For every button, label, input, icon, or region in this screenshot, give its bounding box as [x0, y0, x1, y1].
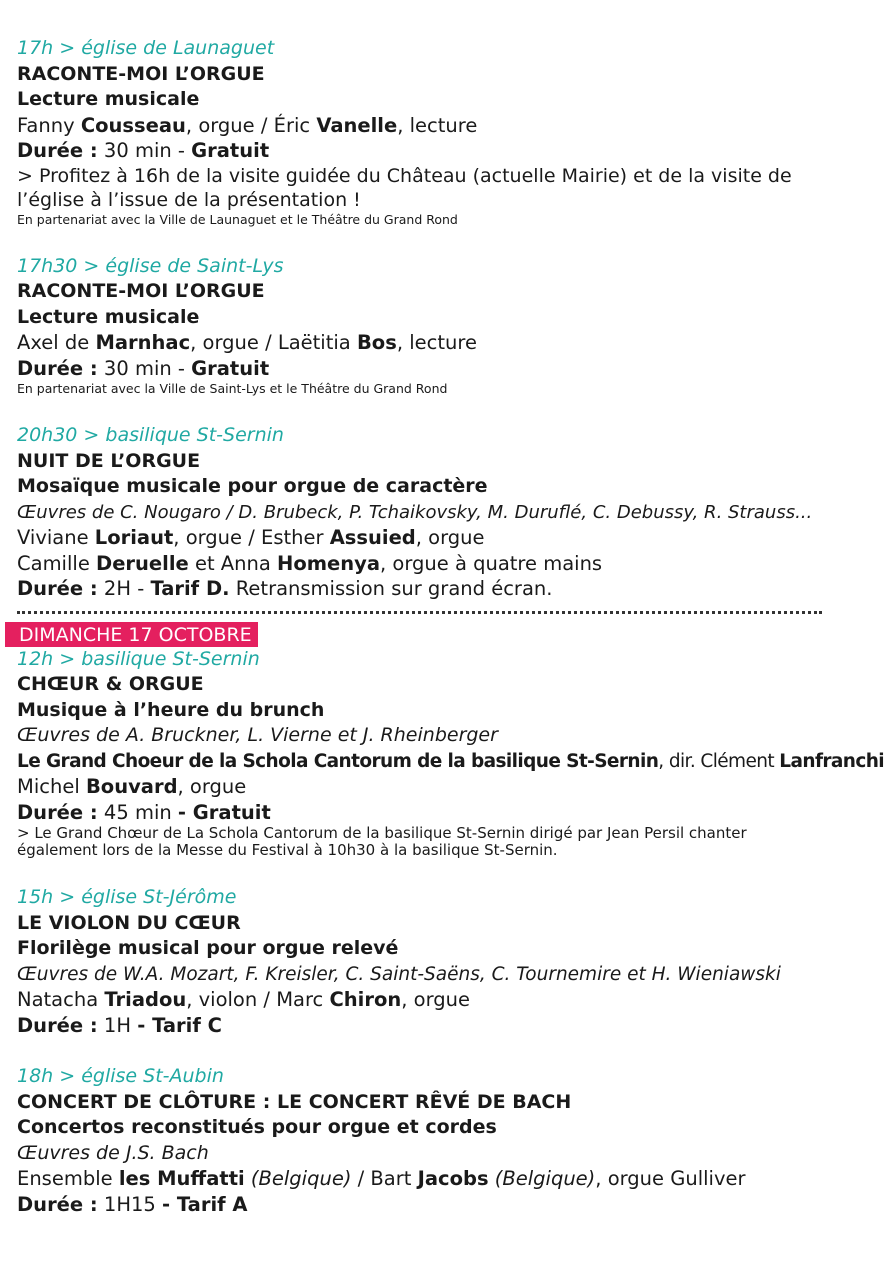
duration-value: 30 min - [97, 356, 192, 380]
session-duration [17, 1192, 847, 1218]
text-segment: Natacha [17, 988, 105, 1011]
text-segment: (Belgique) [488, 1167, 596, 1190]
performer-name: Assuied [329, 526, 416, 549]
session-performers [17, 987, 847, 1013]
performer-name: Chiron [329, 988, 402, 1011]
program-page [17, 36, 884, 1217]
text-segment: / Bart [351, 1167, 418, 1190]
duration-label: Durée : [17, 1192, 98, 1216]
performer-name: Homenya [277, 551, 381, 575]
duration-value: 45 min [97, 800, 178, 824]
session-duration [17, 138, 847, 164]
session-choeur-orgue [17, 647, 884, 860]
session-duration [17, 356, 847, 382]
performer-name: Bouvard [85, 775, 178, 798]
session-title: RACONTE-MOI L’ORGUE [17, 62, 265, 85]
session-performers [17, 330, 847, 356]
text-segment: , orgue / Laëtitia [190, 331, 357, 354]
session-saint-lys [17, 254, 847, 398]
session-works: Œuvres de A. Bruckner, L. Vierne et J. Rheinberger [17, 724, 498, 746]
session-extra: Retransmission sur grand écran. [229, 577, 553, 600]
duration-label: Durée : [17, 577, 98, 600]
session-partner: En partenariat avec la Ville de Launaguet et le Théâtre du Grand Rond [17, 211, 458, 227]
session-time: 15h > église St-Jérôme [17, 886, 237, 908]
session-nuit-orgue [17, 423, 847, 602]
duration-value: 1H [97, 1013, 138, 1037]
duration-value: 2H - [97, 577, 151, 600]
session-works: Œuvres de C. Nougaro / D. Brubeck, P. Tchaikovsky, M. Duruflé, C. Debussy, R. Strauss... [17, 501, 813, 523]
duration-label: Durée : [17, 139, 98, 162]
text-segment: , lecture [396, 331, 477, 354]
text-segment: , dir. Clément [658, 750, 780, 772]
session-time: 17h30 > église de Saint-Lys [17, 254, 284, 277]
session-duration [17, 800, 847, 826]
session-violon-coeur [17, 885, 847, 1038]
text-segment: , orgue [401, 988, 471, 1011]
performer-name: Triadou [104, 988, 187, 1011]
performer-name: Bos [356, 331, 397, 354]
price: - Tarif A [162, 1192, 248, 1216]
session-note-2: également lors de la Messe du Festival à 10h30 à la basilique St-Sernin. [17, 841, 558, 859]
performer-name: Cousseau [80, 113, 186, 137]
session-subtitle: Lecture musicale [17, 88, 200, 110]
text-segment: Camille [17, 551, 97, 575]
session-performers-2 [17, 551, 847, 577]
text-segment: , orgue à quatre mains [380, 551, 603, 575]
session-performers [17, 774, 847, 800]
price: Tarif D. [150, 577, 230, 600]
session-subtitle: Musique à l’heure du brunch [17, 698, 325, 721]
text-segment: (Belgique) [244, 1167, 352, 1190]
performer-name: Loriaut [94, 526, 174, 549]
duration-label: Durée : [17, 800, 98, 824]
spacer [17, 228, 847, 254]
session-time: 12h > basilique St-Sernin [17, 647, 260, 670]
dotted-divider [17, 611, 822, 614]
text-segment: et Anna [188, 551, 277, 575]
text-segment: Fanny [17, 113, 81, 137]
text-segment: , orgue / Éric [185, 113, 317, 137]
day-heading: DIMANCHE 17 OCTOBRE [5, 622, 258, 647]
spacer [17, 1038, 847, 1064]
session-performers [17, 113, 847, 139]
session-title: CHŒUR & ORGUE [17, 673, 204, 695]
session-title: RACONTE-MOI L’ORGUE [17, 280, 265, 302]
session-works: Œuvres de J.S. Bach [17, 1141, 209, 1164]
session-title: CONCERT DE CLÔTURE : LE CONCERT RÊVÉ DE BACH [17, 1090, 572, 1113]
session-note: > Profitez à 16h de la visite guidée du Château (actuelle Mairie) et de la visite de l’église à l’issue de la présentation ! [17, 164, 792, 211]
session-choir [17, 749, 884, 775]
performer-name: Marnhac [95, 331, 191, 354]
session-subtitle: Lecture musicale [17, 305, 200, 328]
spacer [17, 859, 847, 885]
session-performers [17, 1166, 847, 1192]
session-note-1: > Le Grand Chœur de La Schola Cantorum de la basilique St-Sernin dirigé par Jean Persil chanter [17, 824, 747, 842]
performer-name: Vanelle [316, 113, 398, 137]
session-subtitle: Concertos reconstitués pour orgue et cordes [17, 1116, 497, 1138]
performer-name: Lanfranchi [779, 750, 884, 772]
session-duration [17, 576, 847, 602]
text-segment: Ensemble [17, 1167, 119, 1190]
session-time: 18h > église St-Aubin [17, 1065, 224, 1087]
duration-value: 30 min - [97, 139, 192, 162]
session-subtitle: Florilège musical pour orgue relevé [17, 937, 399, 959]
session-works: Œuvres de W.A. Mozart, F. Kreisler, C. Saint-Saëns, C. Tournemire et H. Wieniawski [17, 963, 781, 985]
session-duration [17, 1013, 847, 1039]
text-segment: , orgue / Esther [173, 526, 330, 549]
session-title: LE VIOLON DU CŒUR [17, 911, 241, 934]
price: - Tarif C [137, 1013, 222, 1037]
session-subtitle: Mosaïque musicale pour orgue de caractère [17, 475, 488, 497]
text-segment: Axel de [17, 331, 96, 354]
performer-name: Jacobs [417, 1167, 489, 1190]
session-time: 17h > église de Launaguet [17, 37, 275, 59]
text-segment: , lecture [397, 113, 478, 137]
text-segment: Viviane [17, 526, 95, 549]
session-performers-1 [17, 525, 847, 551]
text-segment: , orgue [177, 775, 247, 798]
text-segment: , violon / Marc [186, 988, 330, 1011]
spacer [17, 397, 847, 423]
price: - Gratuit [177, 800, 271, 824]
performer-name: Le Grand Choeur de la Schola Cantorum de la basilique St-Sernin [17, 750, 659, 772]
session-launaguet [17, 36, 847, 228]
duration-label: Durée : [17, 356, 98, 380]
performer-name: Deruelle [96, 551, 189, 575]
price: Gratuit [191, 139, 270, 162]
duration-value: 1H15 [97, 1192, 163, 1216]
session-time: 20h30 > basilique St-Sernin [17, 424, 284, 446]
price: Gratuit [191, 356, 270, 380]
text-segment: Michel [17, 775, 86, 798]
performer-name: les Muffatti [118, 1167, 245, 1190]
session-title: NUIT DE L’ORGUE [17, 449, 201, 472]
duration-label: Durée : [17, 1013, 98, 1037]
text-segment: , orgue Gulliver [595, 1167, 746, 1190]
session-partner: En partenariat avec la Ville de Saint-Lys et le Théâtre du Grand Rond [17, 381, 448, 396]
session-concert-cloture [17, 1064, 847, 1217]
text-segment: , orgue [415, 526, 485, 549]
